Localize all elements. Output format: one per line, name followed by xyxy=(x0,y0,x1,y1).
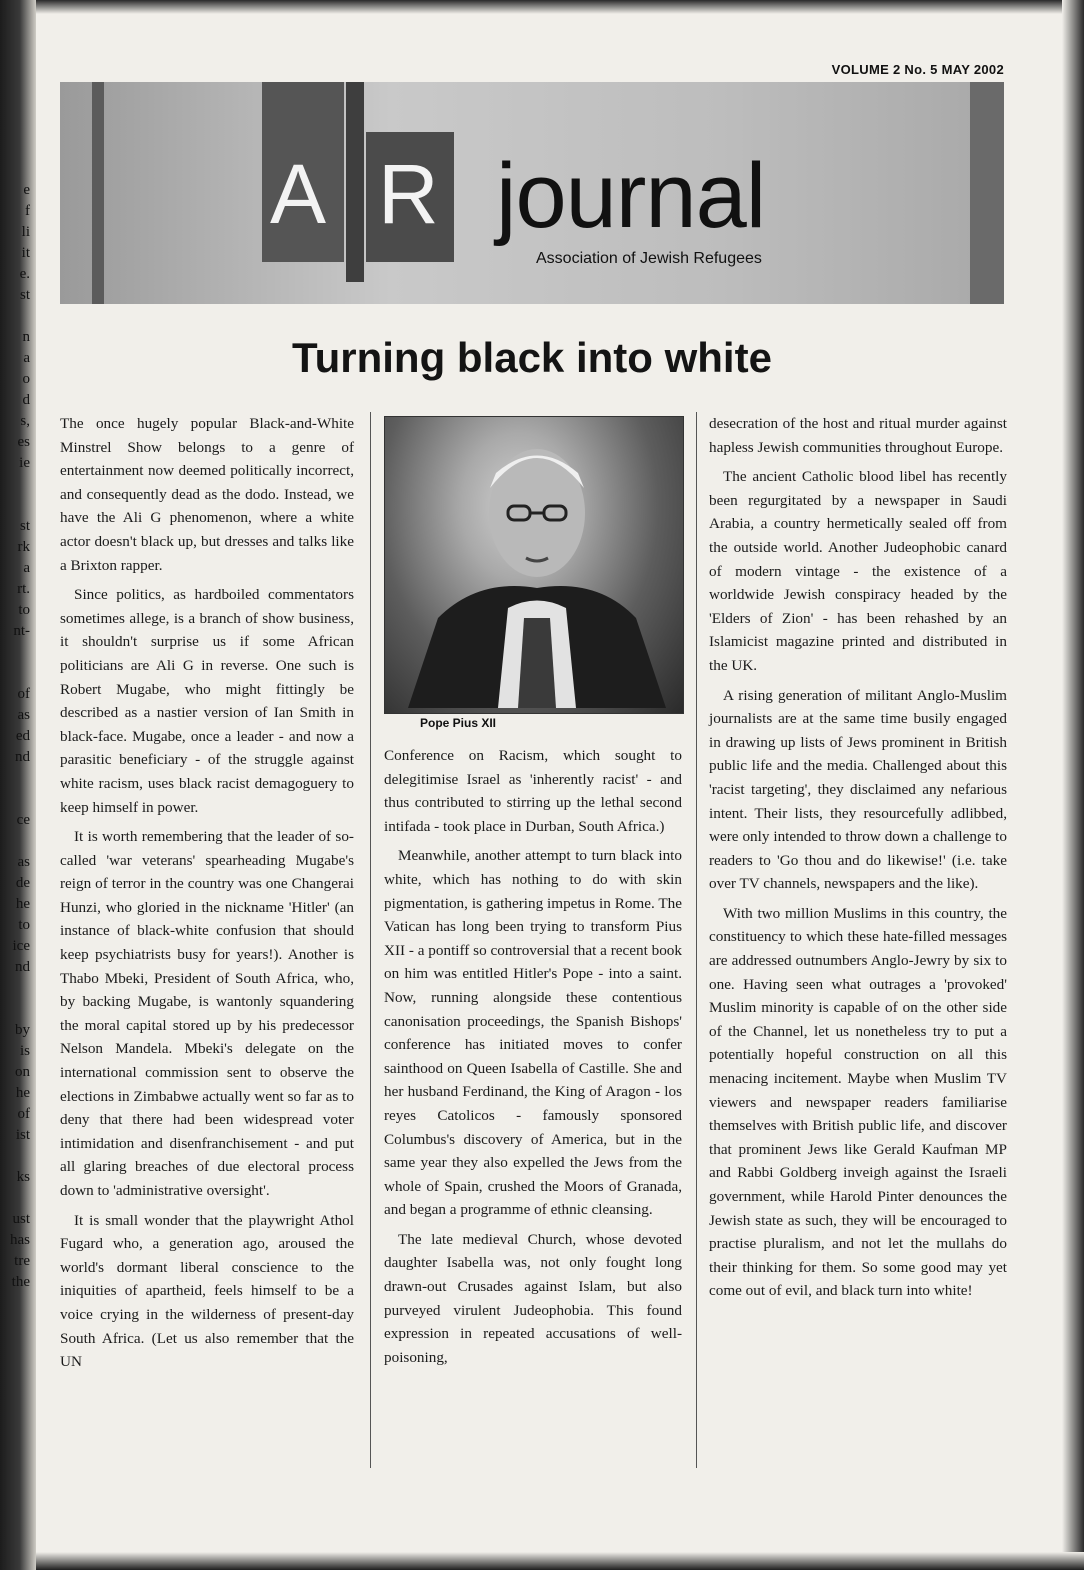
paragraph: The ancient Catholic blood libel has recently been regurgitated by a newspaper in Saudi Arabia, a country hermetically sealed off from the outside world. Another Judeophobic canard of modern vintage - the existence of a worldwide Jewish conspiracy headed by the 'Elders of Zion' - has been rehashed by an Islamicist magazine printed and distributed in the UK. xyxy=(709,468,1007,674)
logo-letter-a: A xyxy=(270,147,327,241)
paragraph: Meanwhile, another attempt to turn black into white, which has nothing to do with skin pigmentation, is gathering impetus in Rome. The Vatican has long been trying to transform Pius XII - a pontiff so controversial that a recent book on him was entitled Hitler's Pope - into a saint. Now, running alongside these contentious canonisation proceedings, the Spanish Bishops' conference has initiated moves to confer sainthood on Queen Isabella of Castille. She and her husband Ferdinand, the King of Aragon - los reyes Catolicos - famously sponsored Columbus's discovery of America, but in the same year they also expelled the Jews from the whole of Spain, crushed the Moors of Granada, and began a programme of ethnic cleansing. xyxy=(384,847,682,1219)
bleed-fragment: as xyxy=(17,707,30,723)
bleed-fragment: ist xyxy=(15,1127,30,1143)
bleed-fragment: rt. xyxy=(17,581,30,597)
pope-portrait-illustration xyxy=(408,418,666,708)
bleed-fragment xyxy=(0,306,38,327)
paragraph: desecration of the host and ritual murder against hapless Jewish communities throughout Europe. xyxy=(709,415,1007,456)
bleed-fragment xyxy=(0,978,38,999)
paragraph: A rising generation of militant Anglo-Muslim journalists are at the same time busily engaged in drawing up lists of Jews prominent in British public life and the media. Challenged about this 'racist targeting', they disclaimed any nefarious intent. Their lists, they resourcefully adlibbed, were only intended to throw down a challenge to readers to 'Go thou and do likewise!' (i.e. take over TV channels, newspapers and the like). xyxy=(709,686,1007,893)
bleed-fragment: e. xyxy=(19,266,30,282)
bleed-fragment xyxy=(0,999,38,1020)
masthead-bar-left xyxy=(92,82,104,304)
bleed-fragment: nt- xyxy=(13,623,30,639)
article-headline: Turning black into white xyxy=(292,334,772,381)
bleed-fragment xyxy=(0,1188,38,1209)
bleed-fragment: on xyxy=(15,1064,30,1080)
bleed-fragment: nd xyxy=(15,959,30,975)
logo-block-j xyxy=(346,82,364,282)
paragraph: It is worth remembering that the leader of so-called 'war veterans' spearheading Mugabe's reign of terror in the country was one Changerai Hunzi, who gloried in the nickname 'Hitler' (an instance of black-white confusion that should keep psychiatrists busy for years!). Another is Thabo Mbeki, President of South Africa, who, by backing Mugabe, is wantonly squandering the moral capital stored up by his predecessor Nelson Mandela. Mbeki's delegate on the international commission sent to observe the elections in Zimbabwe actually went so far as to deny that there had been widespread voter intimidation and disenfranchisement - and put all glaring breaches of due electoral process down to 'administrative oversight'. xyxy=(60,828,354,1199)
previous-page-bleed xyxy=(0,180,38,1430)
scan-top-shadow xyxy=(36,0,1084,14)
bleed-fragment: he xyxy=(15,896,30,912)
bleed-fragment: d xyxy=(22,392,30,408)
paragraph: Since politics, as hardboiled commentators sometimes allege, is a branch of show business, it shouldn't surprise us if some African politicians are Ali G in reverse. One such is Robert Mugabe, who might fittingly be described as a nastier version of Ian Smith in black-face. Mugabe, once a leader - and now a parasitic beneficiary - of the struggle against white racism, uses black racist demagoguery to keep himself in power. xyxy=(60,586,354,816)
bleed-fragment: ust xyxy=(12,1211,30,1227)
bleed-fragment: e xyxy=(23,182,30,198)
paragraph: It is small wonder that the playwright Athol Fugard who, a generation ago, aroused the world's dormant liberal conscience to the iniquities of apartheid, feels himself to be a voice crying in the wilderness of present-day South Africa. (Let us also remember that the UN xyxy=(60,1211,354,1371)
bleed-fragment: it xyxy=(21,245,30,261)
scan-bottom-shadow xyxy=(36,1552,1084,1570)
bleed-fragment xyxy=(0,831,38,852)
bleed-fragment: ie xyxy=(19,455,30,471)
article-column-2 xyxy=(384,744,682,1375)
bleed-fragment: nd xyxy=(15,749,30,765)
bleed-fragment: by xyxy=(15,1022,30,1038)
bleed-fragment xyxy=(0,642,38,663)
bleed-fragment: to xyxy=(18,602,30,618)
article-column-3 xyxy=(709,412,1007,1309)
bleed-fragment: as xyxy=(17,854,30,870)
bleed-fragment: st xyxy=(19,287,30,303)
bleed-fragment: f xyxy=(25,203,30,219)
column-divider-2 xyxy=(696,412,697,1468)
paragraph: Conference on Racism, which sought to delegitimise Israel as 'inherently racist' - and thus contributed to stirring up the lethal second intifada - took place in Durban, South Africa.) xyxy=(384,747,682,835)
paragraph: The once hugely popular Black-and-White Minstrel Show belongs to a genre of entertainment now deemed politically incorrect, and consequently dead as the dodo. Instead, we have the Ali G phenomenon, where a white actor doesn't black up, but dresses and talks like a Brixton rapper. xyxy=(60,415,354,574)
bleed-fragment: he xyxy=(15,1085,30,1101)
bleed-fragment: li xyxy=(21,224,30,240)
bleed-fragment xyxy=(0,495,38,516)
logo-letter-r: R xyxy=(378,147,439,241)
bleed-fragment xyxy=(0,474,38,495)
bleed-fragment: rk xyxy=(17,539,30,555)
paragraph: The late medieval Church, whose devoted daughter Isabella was, not only fought long drawn-out Crusades against Islam, but also purveyed virulent Judeophobia. This found expression in repeated accusations of well-poisoning, xyxy=(384,1230,682,1366)
bleed-fragment: a xyxy=(23,350,30,366)
bleed-fragment: of xyxy=(17,686,30,702)
bleed-fragment: st xyxy=(19,518,30,534)
bleed-fragment: a xyxy=(23,560,30,576)
bleed-fragment: ice xyxy=(12,938,30,954)
bleed-fragment: o xyxy=(22,371,30,387)
bleed-fragment: ed xyxy=(15,728,30,744)
scan-right-edge xyxy=(1062,0,1084,1570)
bleed-fragment xyxy=(0,1146,38,1167)
bleed-fragment: to xyxy=(18,917,30,933)
bleed-fragment: ce xyxy=(16,812,30,828)
bleed-fragment xyxy=(0,768,38,789)
column-divider-1 xyxy=(370,412,371,1468)
bleed-fragment: de xyxy=(15,875,30,891)
bleed-fragment: n xyxy=(22,329,30,345)
bleed-fragment: es xyxy=(17,434,30,450)
article-column-1 xyxy=(60,412,354,1380)
bleed-fragment: of xyxy=(17,1106,30,1122)
bleed-fragment: the xyxy=(11,1274,30,1290)
bleed-fragment: ks xyxy=(16,1169,30,1185)
bleed-fragment: is xyxy=(19,1043,30,1059)
bleed-fragment xyxy=(0,663,38,684)
bleed-fragment: tre xyxy=(14,1253,30,1269)
issue-volume: VOLUME 2 No. 5 MAY 2002 xyxy=(831,62,1004,77)
photo-caption: Pope Pius XII xyxy=(420,716,497,730)
bleed-fragment xyxy=(0,789,38,810)
paragraph: With two million Muslims in this country, the constituency to which these hate-filled messages are addressed outnumbers Anglo-Jewry by six to one. Having seen what outrages a 'provoked' Muslim minority is capable of on the other side of the Channel, let us nonetheless try to put a potentially hopeful construction on all this menacing incitement. Maybe when Muslim TV viewers and newspaper readers familiarise themselves with British public life, and discover that prominent Jews like Gerald Kaufman MP and Rabbi Goldberg inveigh against the Israeli government, while Harold Pinter denounces the Jewish state as such, they will be encouraged to practise pluralism, and not let the mullahs do their thinking for them. So some good may yet come out of evil, and black turn into white! xyxy=(709,904,1007,1300)
logo-tagline: Association of Jewish Refugees xyxy=(536,250,762,267)
masthead-bar-right xyxy=(970,82,1004,304)
bleed-fragment: has xyxy=(10,1232,30,1248)
logo-journal-word: journal xyxy=(496,145,766,247)
bleed-fragment: s, xyxy=(20,413,30,429)
